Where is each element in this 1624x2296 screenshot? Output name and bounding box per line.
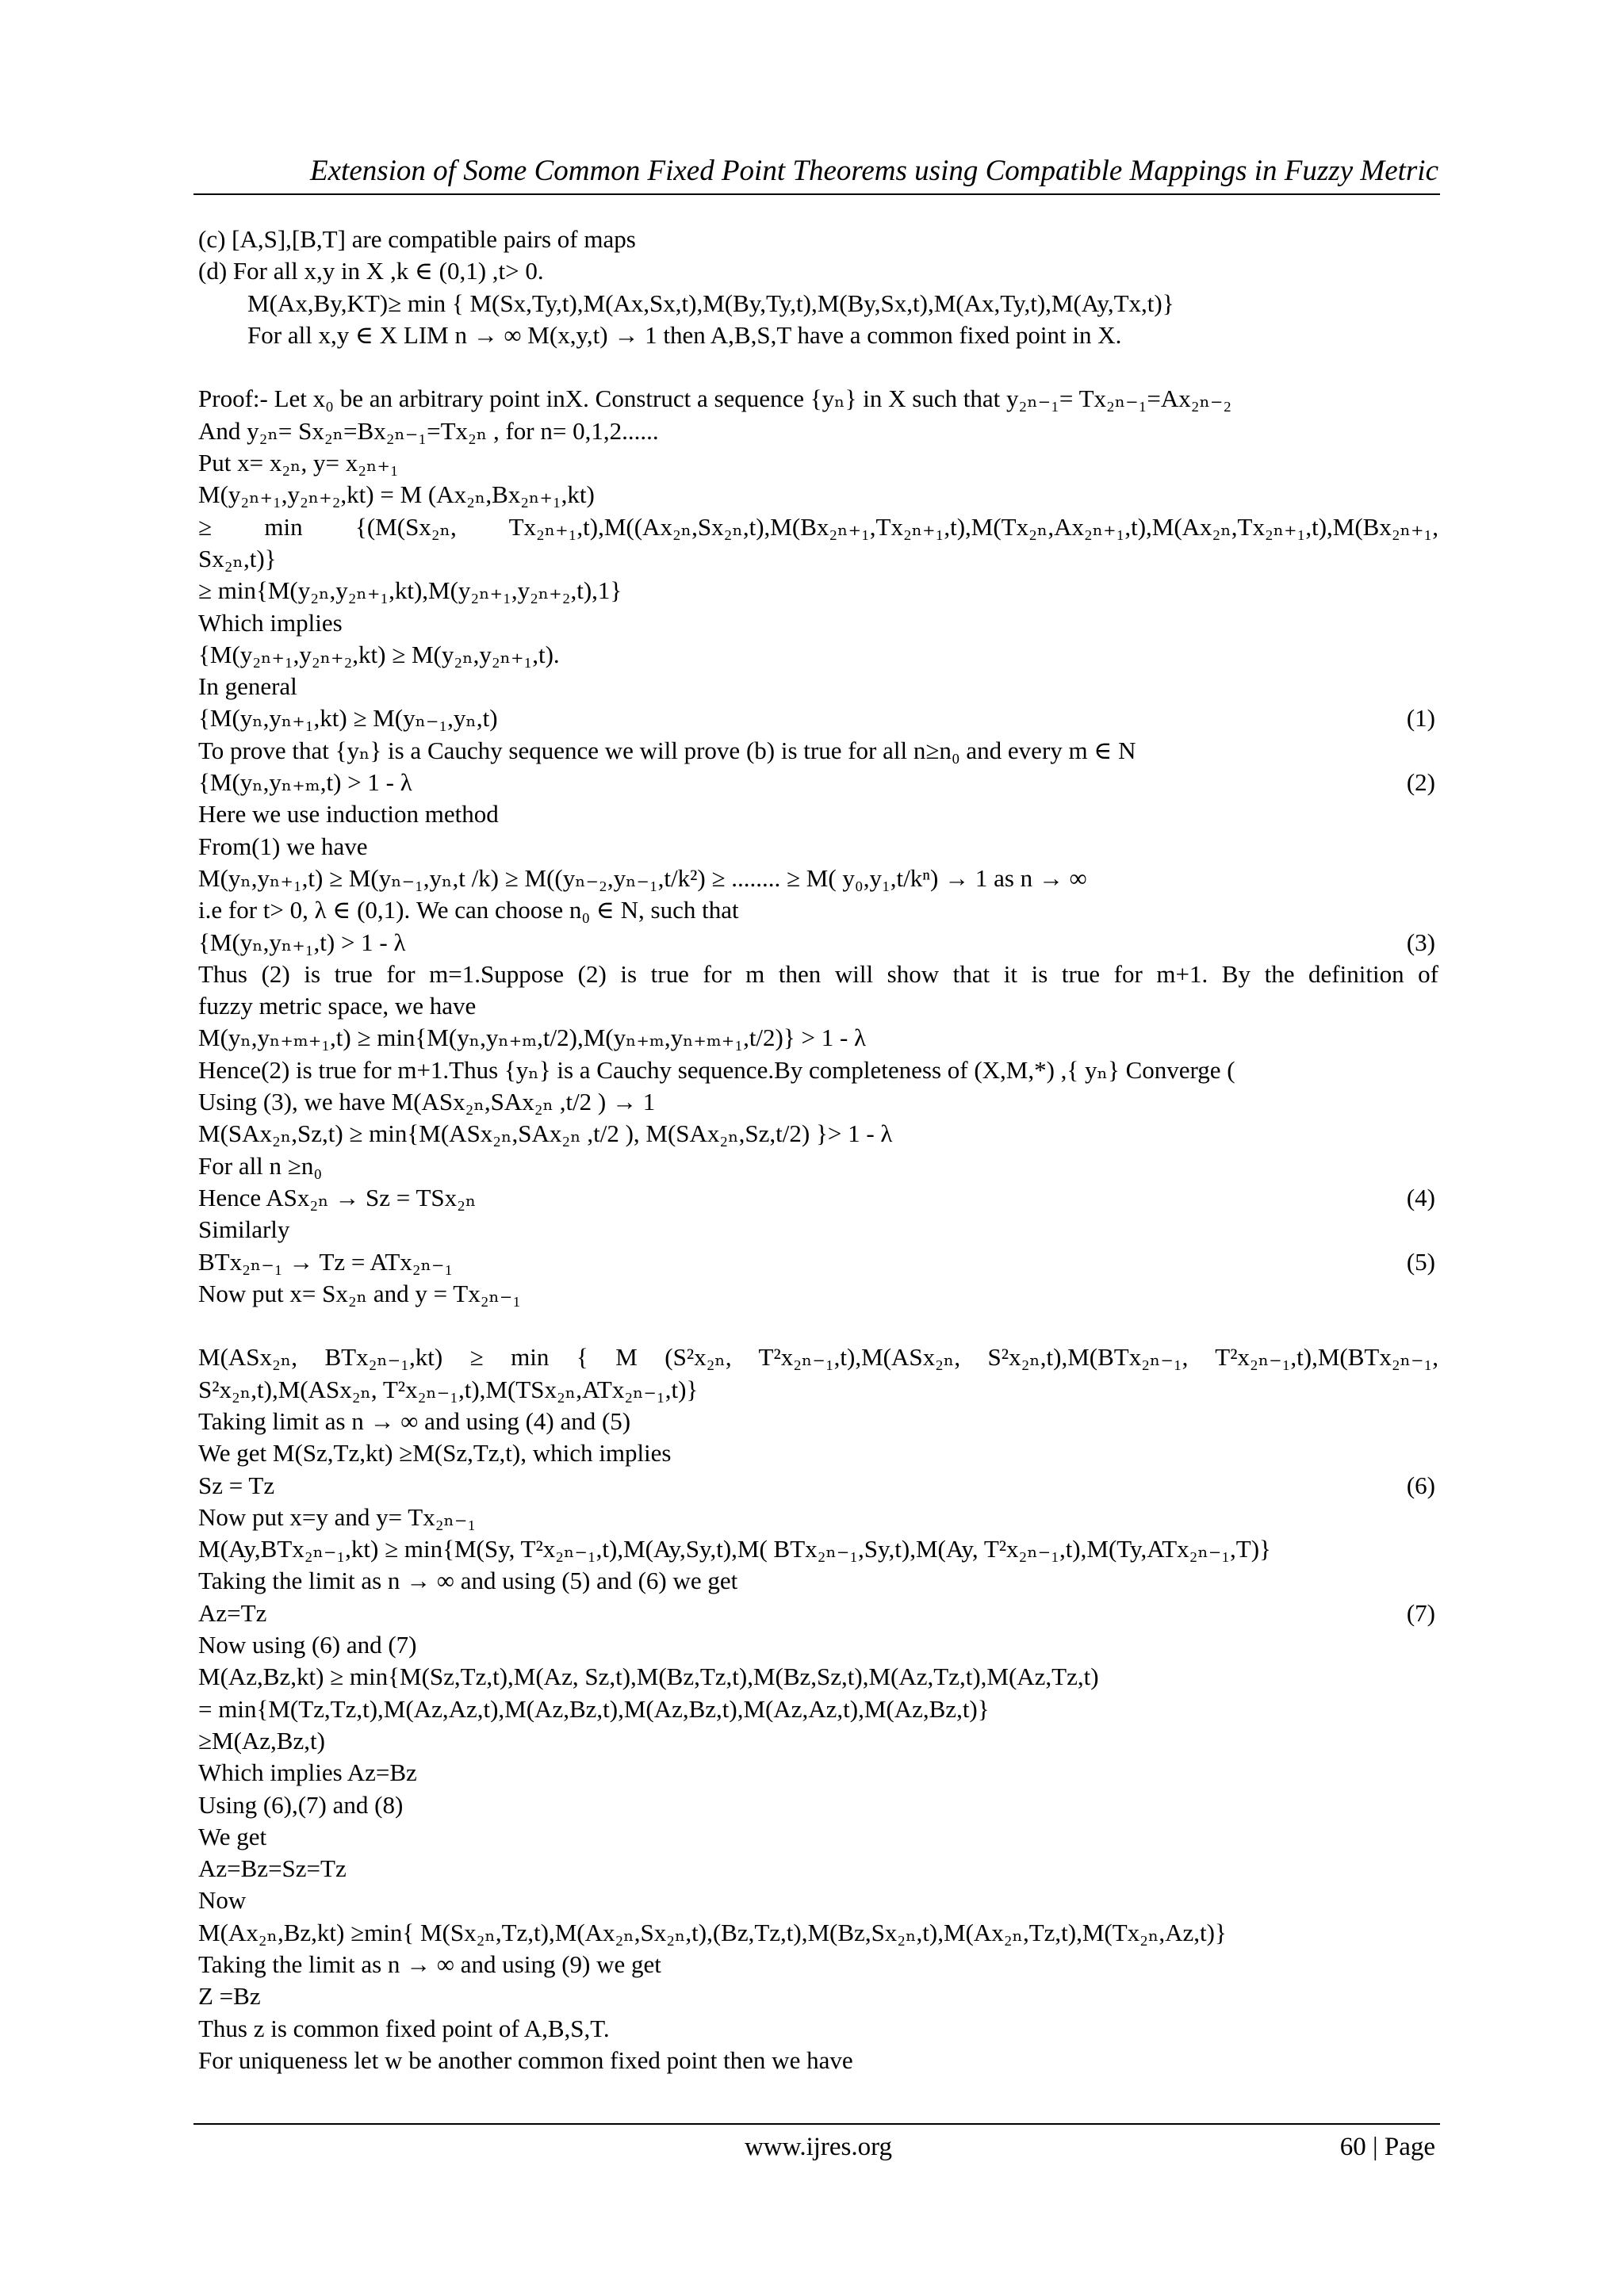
line-text: Az=Bz=Sz=Tz (198, 1854, 347, 1883)
text-line (198, 1278, 1438, 1310)
line-text: Sx₂ₙ,t)} (198, 544, 277, 572)
line-text: To prove that {yₙ} is a Cauchy sequence we will prove (b) is true for all n≥n₀ and every m ∈ N (198, 736, 1136, 764)
line-text: S²x₂ₙ,t),M(ASx₂ₙ, T²x₂ₙ₋₁,t),M(TSx₂ₙ,ATx₂ₙ₋₁,t)} (198, 1375, 699, 1403)
blank-line (198, 1310, 1438, 1341)
line-text: fuzzy metric space, we have (198, 992, 477, 1020)
text-line (198, 1661, 1438, 1693)
text-line (198, 1150, 1438, 1182)
text-line (198, 1693, 1438, 1725)
equation-number: (5) (1406, 1247, 1435, 1276)
line-text: (c) [A,S],[B,T] are compatible pairs of maps (198, 225, 636, 253)
line-text: M(SAx₂ₙ,Sz,t) ≥ min{M(ASx₂ₙ,SAx₂ₙ ,t/2 ), M(SAx₂ₙ,Sz,t/2) }> 1 - λ (198, 1119, 893, 1148)
text-line (198, 1341, 1438, 1373)
text-line (198, 639, 1438, 671)
text-line (198, 447, 1438, 479)
line-text: M(ASx₂ₙ, BTx₂ₙ₋₁,kt) ≥ min { M (S²x₂ₙ, T²x₂ₙ₋₁,t),M(ASx₂ₙ, S²x₂ₙ,t),M(BTx₂ₙ₋₁, T²x₂ₙ₋₁,t),M(BTx₂ₙ₋₁, (198, 1343, 1438, 1372)
line-text: Proof:- Let x₀ be an arbitrary point inX. Construct a sequence {yₙ} in X such that y₂ₙ₋₁= Tx₂ₙ₋₁=Ax₂ₙ₋₂ (198, 385, 1232, 413)
text-line (198, 1853, 1438, 1885)
text-line (198, 1629, 1438, 1661)
line-text: And y₂ₙ= Sx₂ₙ=Bx₂ₙ₋₁=Tx₂ₙ , for n= 0,1,2...... (198, 416, 659, 445)
line-text: Here we use induction method (198, 800, 499, 828)
line-text: Using (6),(7) and (8) (198, 1790, 404, 1819)
line-text: Sz = Tz (198, 1471, 275, 1499)
line-text: For all n ≥n₀ (198, 1151, 323, 1180)
text-line (198, 1725, 1438, 1757)
line-text: Az=Tz (198, 1598, 267, 1627)
text-line (198, 1502, 1438, 1533)
page-footer (198, 2128, 1438, 2166)
text-line (198, 1118, 1438, 1150)
line-text: Put x= x₂ₙ, y= x₂ₙ₊₁ (198, 449, 399, 477)
page-number: 60 | Page (1339, 2133, 1435, 2161)
line-text: Z =Bz (198, 1982, 261, 2011)
line-text: Taking the limit as n → ∞ and using (9) we get (198, 1950, 661, 1979)
text-line (198, 1917, 1438, 1949)
line-text: M(Az,Bz,kt) ≥ min{M(Sz,Tz,t),M(Az, Sz,t),M(Bz,Tz,t),M(Bz,Sz,t),M(Az,Tz,t),M(Az,Tz,t) (198, 1663, 1099, 1691)
text-line (198, 1533, 1438, 1565)
equation-number: (4) (1406, 1183, 1435, 1211)
line-text: M(Ay,BTx₂ₙ₋₁,kt) ≥ min{M(Sy, T²x₂ₙ₋₁,t),M(Ay,Sy,t),M( BTx₂ₙ₋₁,Sy,t),M(Ay, T²x₂ₙ₋₁,t),M(Ty,ATx₂ₙ₋₁,T)} (198, 1535, 1271, 1563)
line-text: M(Ax₂ₙ,Bz,kt) ≥min{ M(Sx₂ₙ,Tz,t),M(Ax₂ₙ,Sx₂ₙ,t),(Bz,Tz,t),M(Bz,Sx₂ₙ,t),M(Ax₂ₙ,Tz,t),M(Tx₂ₙ,Az,t)} (198, 1918, 1227, 1946)
line-text: Now put x= Sx₂ₙ and y = Tx₂ₙ₋₁ (198, 1279, 522, 1307)
text-line (198, 1885, 1438, 1916)
equation-line (198, 1246, 1438, 1278)
line-text: Taking the limit as n → ∞ and using (5) and (6) we get (198, 1567, 738, 1595)
text-line (198, 894, 1438, 926)
text-line (198, 320, 1438, 351)
line-text: For uniqueness let w be another common fixed point then we have (198, 2045, 853, 2074)
blank-line (198, 351, 1438, 383)
line-text: ≥ min {(M(Sx₂ₙ, Tx₂ₙ₊₁,t),M((Ax₂ₙ,Sx₂ₙ,t),M(Bx₂ₙ₊₁,Tx₂ₙ₊₁,t),M(Tx₂ₙ,Ax₂ₙ₊₁,t),M(Ax₂ₙ,Tx₂ₙ₊₁,t),M(Bx₂ₙ₊₁, (198, 512, 1438, 541)
text-line (198, 1437, 1438, 1469)
line-text: i.e for t> 0, λ ∈ (0,1). We can choose n₀ ∈ N, such that (198, 896, 739, 924)
line-text: M(Ax,By,KT)≥ min { M(Sx,Ty,t),M(Ax,Sx,t),M(By,Ty,t),M(By,Sx,t),M(Ax,Ty,t),M(Ay,Tx,t)} (247, 289, 1174, 317)
line-text: {M(yₙ,yₙ₊₁,t) > 1 - λ (198, 928, 406, 956)
text-line (198, 671, 1438, 702)
text-line (198, 1406, 1438, 1437)
line-text: {M(y₂ₙ₊₁,y₂ₙ₊₂,kt) ≥ M(y₂ₙ,y₂ₙ₊₁,t). (198, 640, 560, 668)
line-text: (d) For all x,y in X ,k ∈ (0,1) ,t> 0. (198, 257, 544, 285)
text-line (198, 288, 1438, 320)
line-text: Similarly (198, 1215, 290, 1244)
line-text: Now using (6) and (7) (198, 1631, 417, 1659)
text-line (198, 735, 1438, 767)
line-text: = min{M(Tz,Tz,t),M(Az,Az,t),M(Az,Bz,t),M(Az,Bz,t),M(Az,Az,t),M(Az,Bz,t)} (198, 1694, 990, 1723)
text-line (198, 415, 1438, 447)
text-line (198, 1980, 1438, 2012)
text-line (198, 2045, 1438, 2076)
text-line (198, 959, 1438, 990)
line-text: In general (198, 672, 297, 701)
line-text: BTx₂ₙ₋₁ → Tz = ATx₂ₙ₋₁ (198, 1247, 454, 1276)
equation-number: (2) (1406, 768, 1435, 797)
line-text: Hence(2) is true for m+1.Thus {yₙ} is a Cauchy sequence.By completeness of (X,M,*) ,{ yₙ} Converge ( (198, 1055, 1235, 1084)
text-line (198, 831, 1438, 863)
text-line (198, 798, 1438, 830)
line-text: M(yₙ,yₙ₊₁,t) ≥ M(yₙ₋₁,yₙ,t /k) ≥ M((yₙ₋₂,yₙ₋₁,t/k²) ≥ ........ ≥ M( y₀,y₁,t/kⁿ) → 1 as n → ∞ (198, 863, 1087, 892)
header-rule (193, 193, 1440, 195)
line-text: For all x,y ∈ X LIM n → ∞ M(x,y,t) → 1 then A,B,S,T have a common fixed point in X. (247, 320, 1122, 349)
equation-number: (3) (1406, 928, 1435, 956)
text-line (198, 990, 1438, 1022)
equation-number: (1) (1406, 704, 1435, 733)
text-line (198, 863, 1438, 894)
line-text: Hence ASx₂ₙ → Sz = TSx₂ₙ (198, 1183, 477, 1211)
equation-number: (7) (1406, 1598, 1435, 1627)
text-line (198, 1949, 1438, 1980)
line-text: {M(yₙ,yₙ₊ₘ,t) > 1 - λ (198, 768, 412, 797)
equation-number: (6) (1406, 1471, 1435, 1499)
line-text: M(yₙ,yₙ₊ₘ₊₁,t) ≥ min{M(yₙ,yₙ₊ₘ,t/2),M(yₙ₊ₘ,yₙ₊ₘ₊₁,t/2)} > 1 - λ (198, 1024, 867, 1052)
text-line (198, 1821, 1438, 1853)
line-text: We get (198, 1822, 267, 1850)
line-text: Thus z is common fixed point of A,B,S,T. (198, 2014, 610, 2042)
text-line (198, 1374, 1438, 1406)
equation-line (198, 702, 1438, 734)
text-line (198, 1789, 1438, 1821)
line-text: {M(yₙ,yₙ₊₁,kt) ≥ M(yₙ₋₁,yₙ,t) (198, 704, 498, 733)
text-line (198, 607, 1438, 639)
line-text: From(1) we have (198, 832, 368, 860)
text-line (198, 1022, 1438, 1054)
line-text: Now (198, 1886, 247, 1915)
line-text: We get M(Sz,Tz,kt) ≥M(Sz,Tz,t), which implies (198, 1439, 672, 1468)
line-text: ≥ min{M(y₂ₙ,y₂ₙ₊₁,kt),M(y₂ₙ₊₁,y₂ₙ₊₂,t),1} (198, 576, 622, 605)
line-text: Which implies (198, 608, 343, 637)
line-text: Which implies Az=Bz (198, 1758, 417, 1787)
text-line (198, 1565, 1438, 1597)
line-text: M(y₂ₙ₊₁,y₂ₙ₊₂,kt) = M (Ax₂ₙ,Bx₂ₙ₊₁,kt) (198, 480, 595, 509)
page-body (198, 224, 1438, 2076)
text-line (198, 1214, 1438, 1246)
text-line (198, 479, 1438, 511)
text-line (198, 511, 1438, 543)
text-line (198, 383, 1438, 415)
equation-line (198, 767, 1438, 798)
text-line (198, 255, 1438, 287)
text-line (198, 2013, 1438, 2045)
line-text: Now put x=y and y= Tx₂ₙ₋₁ (198, 1502, 477, 1531)
line-text: Thus (2) is true for m=1.Suppose (2) is true for m then will show that it is true for m+1. By the definition of (198, 959, 1438, 988)
text-line (198, 543, 1438, 575)
equation-line (198, 927, 1438, 959)
equation-line (198, 1182, 1438, 1214)
line-text: Taking limit as n → ∞ and using (4) and (5) (198, 1406, 631, 1435)
text-line (198, 575, 1438, 607)
text-line (198, 1054, 1438, 1086)
equation-line (198, 1470, 1438, 1502)
equation-line (198, 1598, 1438, 1629)
text-line (198, 1086, 1438, 1118)
running-title: Extension of Some Common Fixed Point Theorems using Compatible Mappings in Fuzzy Metric (310, 155, 1438, 187)
footer-rule (193, 2123, 1440, 2125)
text-line (198, 1757, 1438, 1789)
line-text: ≥M(Az,Bz,t) (198, 1726, 325, 1755)
line-text: Using (3), we have M(ASx₂ₙ,SAx₂ₙ ,t/2 ) → 1 (198, 1088, 656, 1116)
journal-url[interactable]: www.ijres.org (744, 2133, 893, 2161)
text-line (198, 224, 1438, 255)
